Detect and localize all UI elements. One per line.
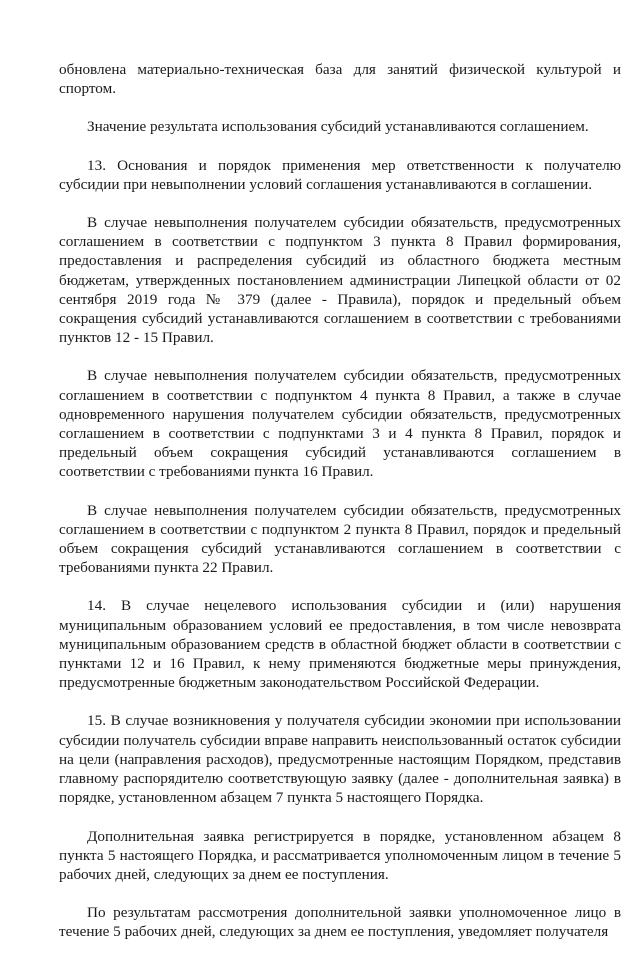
paragraph-continuation: обновлена материально-техническая база для занятий физической культурой и спортом.: [59, 61, 621, 98]
paragraph-clause-13-subpoint-3: В случае невыполнения получателем субсидии обязательств, предусмотренных соглашением в соответствии с подпунктом 3 пункта 8 Правил формирования, предоставления и распределения субсидий из областного бюджета местным бюджетам, утвержденных постановлением администрации Липецкой области от 02 сентября 2019 года № 379 (далее - Правила), порядок и предельный объем сокращения субсидий устанавливаются соглашением в соответствии с требованиями пунктов 12 - 15 Правил.: [59, 214, 621, 347]
document-body: [59, 60, 621, 961]
paragraph-clause-13-subpoint-2: В случае невыполнения получателем субсидии обязательств, предусмотренных соглашением в соответствии с подпунктом 2 пункта 8 Правил, порядок и предельный объем сокращения субсидий устанавливаются соглашением в соответствии с требованиями пункта 22 Правил.: [59, 501, 621, 577]
paragraph-clause-13: 13. Основания и порядок применения мер ответственности к получателю субсидии при невыполнении условий соглашения устанавливаются в соглашении.: [59, 156, 621, 193]
paragraph-review-results: По результатам рассмотрения дополнительной заявки уполномоченное лицо в течение 5 рабочих дней, следующих за днем ее поступления, уведомляет получателя: [59, 904, 621, 941]
paragraph-clause-15: 15. В случае возникновения у получателя субсидии экономии при использовании субсидии получатель субсидии вправе направить неиспользованный остаток субсидии на цели (направления расходов), предусмотренные настоящим Порядком, представив главному распорядителю соответствующую заявку (далее - дополнительная заявка) в порядке, установленном абзацем 7 пункта 5 настоящего Порядка.: [59, 712, 621, 807]
paragraph-result-value: Значение результата использования субсидий устанавливаются соглашением.: [87, 118, 589, 136]
paragraph-additional-request: Дополнительная заявка регистрируется в порядке, установленном абзацем 8 пункта 5 настоящего Порядка, и рассматривается уполномоченным лицом в течение 5 рабочих дней, следующих за днем ее поступления.: [59, 827, 621, 883]
paragraph-clause-14: 14. В случае нецелевого использования субсидии и (или) нарушения муниципальным образованием условий ее предоставления, в том числе невозврата муниципальным образованием средств в областной бюджет области в соответствии с пунктами 12 и 16 Правил, к нему применяются бюджетные меры принуждения, предусмотренные бюджетным законодательством Российской Федерации.: [59, 597, 621, 692]
paragraph-clause-13-subpoint-4: В случае невыполнения получателем субсидии обязательств, предусмотренных соглашением в соответствии с подпунктом 4 пункта 8 Правил, а также в случае одновременного нарушения получателем субсидии обязательств, предусмотренных соглашением в соответствии с подпунктами 3 и 4 пункта 8 Правил, порядок и предельный объем сокращения субсидий устанавливаются соглашением в соответствии с требованиями пункта 16 Правил.: [59, 367, 621, 481]
